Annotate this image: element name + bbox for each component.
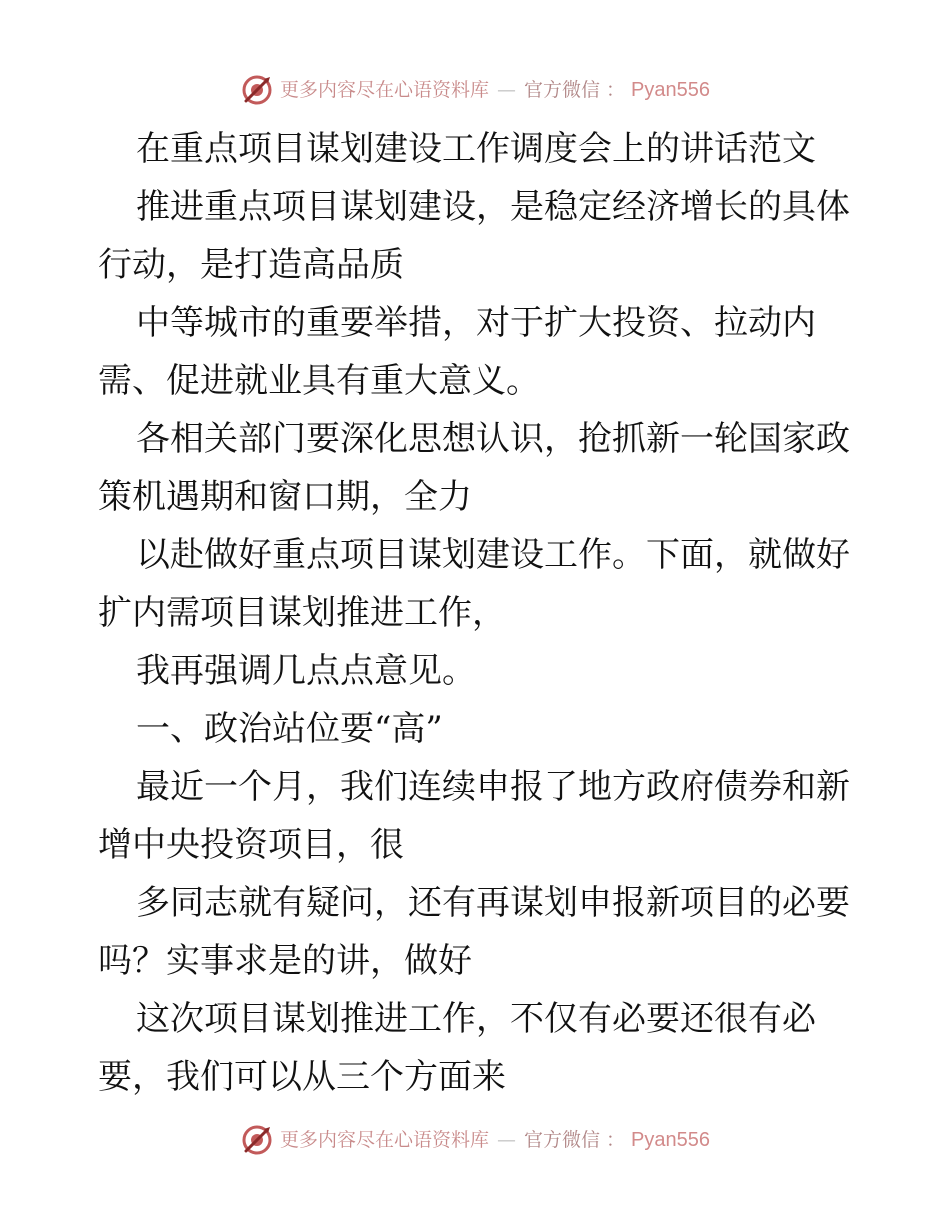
watermark-wechat-id: Pyan556 [631, 1129, 710, 1151]
watermark-wechat-label: 官方微信 [524, 1128, 601, 1151]
paragraph-line-5: 我再强调几点点意见。 [136, 651, 476, 691]
watermark-wechat-label: 官方微信 [524, 78, 601, 101]
paragraph-line-7: 多同志就有疑问，还有再谋划申报新项目的必要吗？实事求是的讲，做好 [98, 883, 850, 981]
section-heading-1: 一、政治站位要“高” [136, 709, 443, 749]
paragraph-line-3: 各相关部门要深化思想认识，抢抓新一轮国家政策机遇期和窗口期，全力 [98, 419, 850, 517]
paragraph-line-4: 以赴做好重点项目谋划建设工作。下面，就做好扩内需项目谋划推进工作， [98, 535, 850, 633]
watermark-logo-icon [240, 73, 274, 107]
paragraph-line-8: 这次项目谋划推进工作，不仅有必要还很有必要，我们可以从三个方面来 [98, 999, 816, 1097]
watermark-main-text: 更多内容尽在心语资料库 [279, 78, 489, 101]
watermark-separator: — [497, 1128, 516, 1151]
watermark-logo-icon [240, 1123, 274, 1157]
document-title: 在重点项目谋划建设工作调度会上的讲话范文 [136, 129, 816, 169]
watermark-wechat-id: Pyan556 [631, 79, 710, 101]
paragraph-line-2: 中等城市的重要举措，对于扩大投资、拉动内需、促进就业具有重大意义。 [98, 303, 816, 401]
document-body [98, 120, 858, 1106]
watermark-header [0, 70, 950, 110]
watermark-colon: ： [606, 78, 626, 101]
paragraph-line-6: 最近一个月，我们连续申报了地方政府债券和新增中央投资项目，很 [98, 767, 850, 865]
watermark-colon: ： [606, 1128, 626, 1151]
watermark-separator: — [497, 78, 516, 101]
paragraph-line-1: 推进重点项目谋划建设，是稳定经济增长的具体行动，是打造高品质 [98, 187, 850, 285]
watermark-footer [0, 1120, 950, 1160]
watermark-main-text: 更多内容尽在心语资料库 [279, 1128, 489, 1151]
